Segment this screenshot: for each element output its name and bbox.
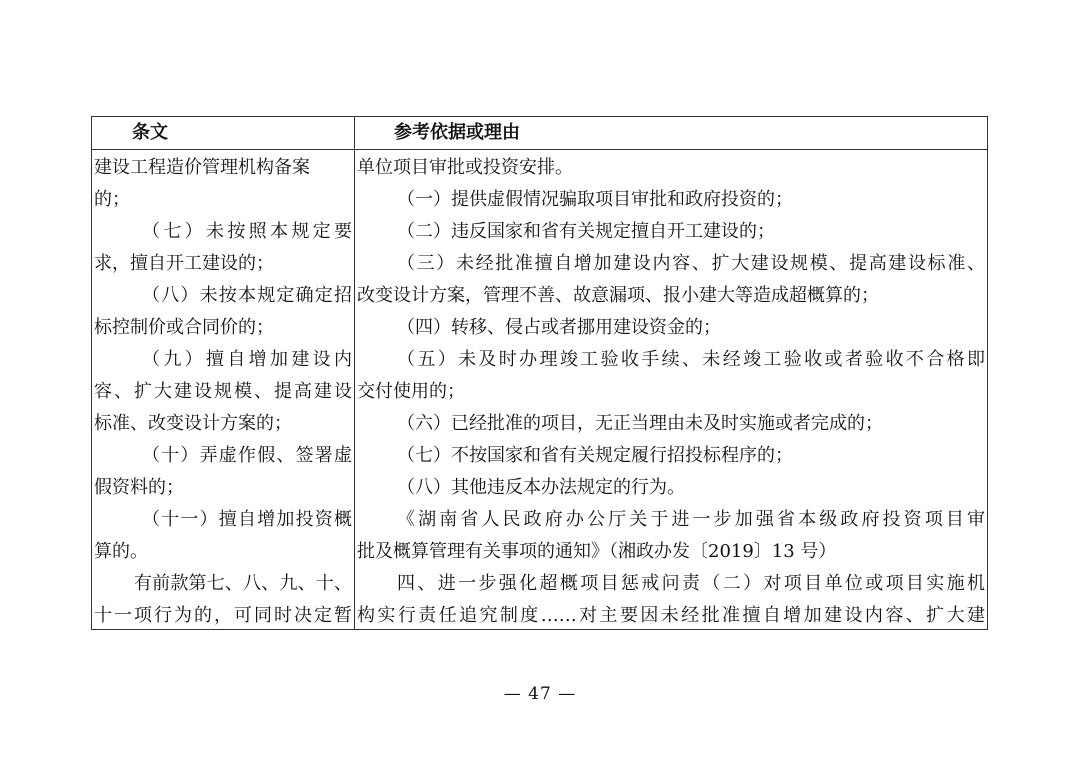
provision-line: 建设工程造价管理机构备案 xyxy=(94,157,310,178)
provision-line: （八）未按本规定确定招 xyxy=(142,285,352,306)
provision-line: 假资料的； xyxy=(94,477,184,498)
basis-line: （二）违反国家和省有关规定擅自开工建设的； xyxy=(397,221,775,242)
provision-line: 标控制价或合同价的； xyxy=(94,317,274,338)
basis-line: （四）转移、侵占或者挪用建设资金的； xyxy=(397,317,721,338)
header-rule xyxy=(92,149,987,150)
basis-line: 批及概算管理有关事项的通知》（湘政办发〔2019〕13 号） xyxy=(357,541,837,562)
header-basis: 参考依据或理由 xyxy=(394,122,520,143)
provision-line: （十一）擅自增加投资概 xyxy=(142,509,352,530)
basis-line: （三）未经批准擅自增加建设内容、扩大建设规模、提高建设标准、 xyxy=(397,253,985,274)
provisions-table xyxy=(91,116,988,630)
provision-line: 十一项行为的，可同时决定暂 xyxy=(94,605,352,626)
provision-line: 的； xyxy=(94,189,130,210)
basis-line: （五）未及时办理竣工验收手续、未经竣工验收或者验收不合格即 xyxy=(397,349,985,370)
basis-line: 四、进一步强化超概项目惩戒问责（二）对项目单位或项目实施机 xyxy=(397,573,985,594)
basis-line: 单位项目审批或投资安排。 xyxy=(357,157,573,178)
provision-line: 算的。 xyxy=(94,541,148,562)
column-divider xyxy=(354,117,355,629)
header-provision: 条文 xyxy=(132,122,168,143)
provision-line: 标准、改变设计方案的； xyxy=(94,413,292,434)
page-number: — 47 — xyxy=(503,684,577,704)
basis-line: 改变设计方案，管理不善、故意漏项、报小建大等造成超概算的； xyxy=(357,285,879,306)
basis-column xyxy=(357,152,985,632)
provision-column xyxy=(94,152,352,632)
provision-line: 容、扩大建设规模、提高建设 xyxy=(94,381,352,402)
basis-line: 交付使用的； xyxy=(357,381,465,402)
provision-line: （十）弄虚作假、签署虚 xyxy=(142,445,352,466)
basis-line: （六）已经批准的项目，无正当理由未及时实施或者完成的； xyxy=(397,413,883,434)
provision-line: 有前款第七、八、九、十、 xyxy=(134,573,352,594)
basis-line: （一）提供虚假情况骗取项目审批和政府投资的； xyxy=(397,189,793,210)
basis-line: （七）不按国家和省有关规定履行招投标程序的； xyxy=(397,445,793,466)
basis-line: （八）其他违反本办法规定的行为。 xyxy=(397,477,685,498)
provision-line: 求，擅自开工建设的； xyxy=(94,253,274,274)
provision-line: （七）未按照本规定要 xyxy=(142,221,352,242)
basis-line: 《湖南省人民政府办公厅关于进一步加强省本级政府投资项目审 xyxy=(397,509,985,530)
basis-line: 构实行责任追究制度……对主要因未经批准擅自增加建设内容、扩大建 xyxy=(357,605,985,626)
provision-line: （九）擅自增加建设内 xyxy=(142,349,352,370)
